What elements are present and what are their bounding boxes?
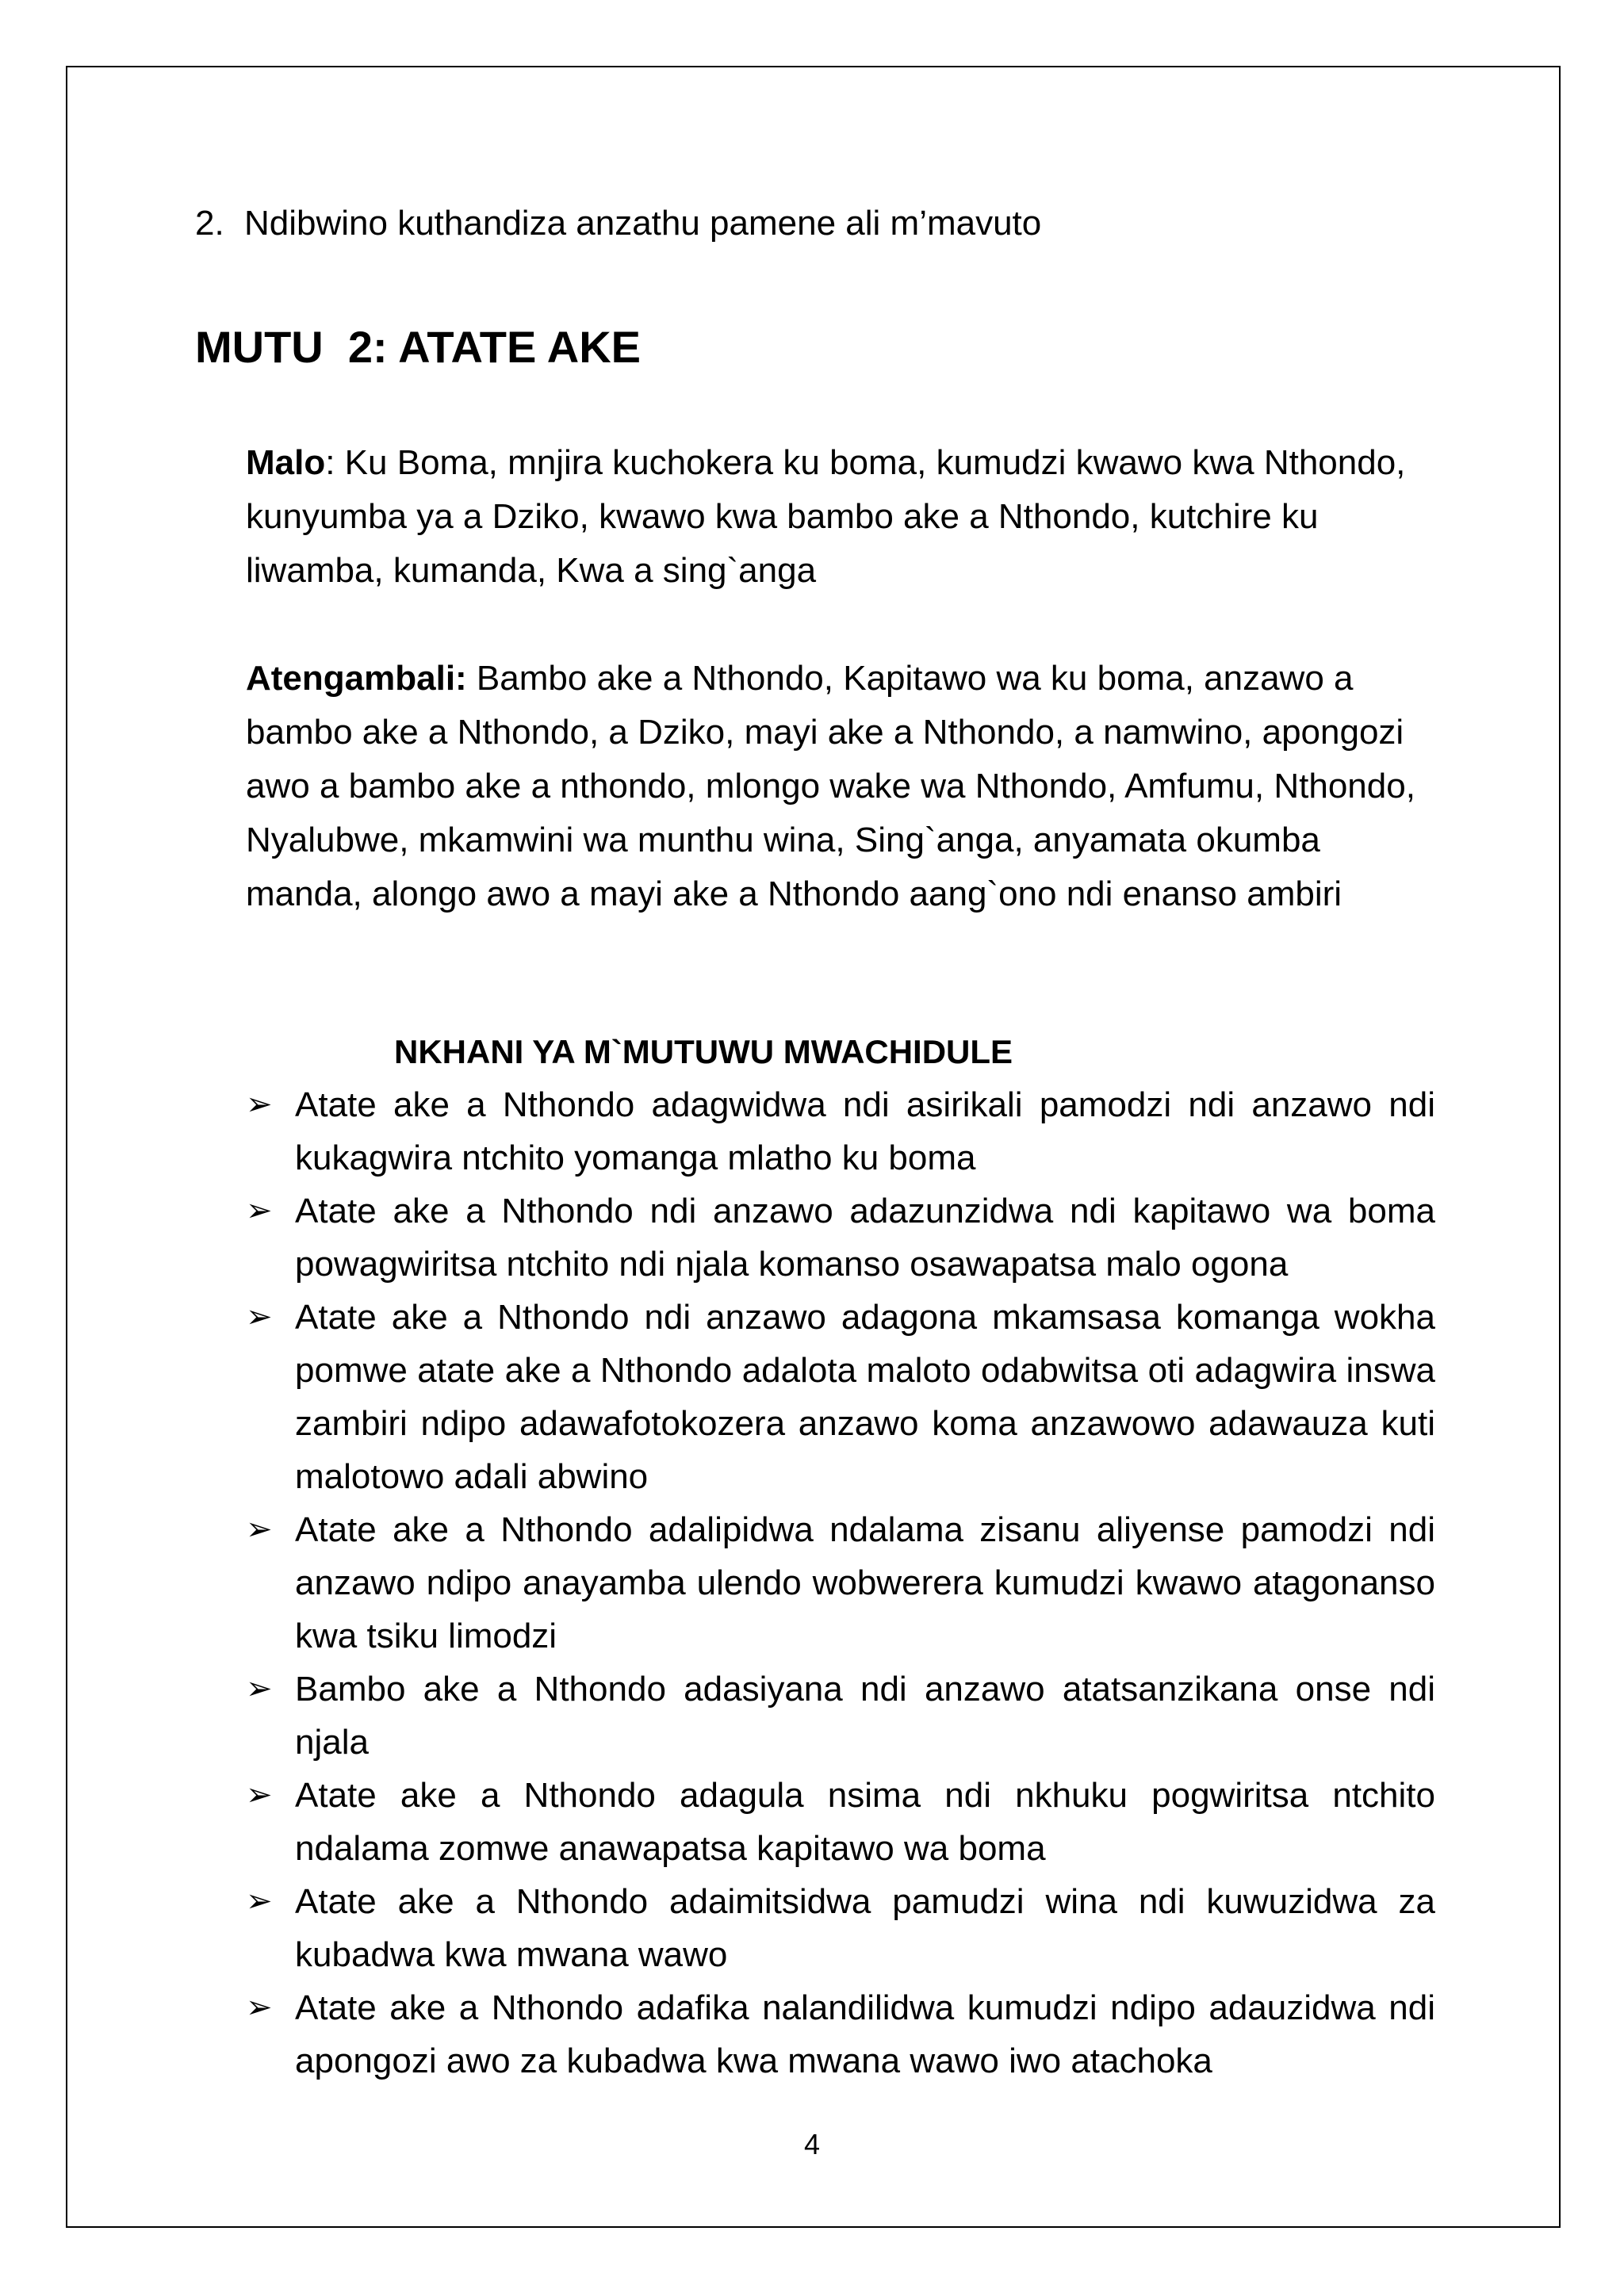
list-item bbox=[246, 1078, 1435, 1184]
list-item bbox=[246, 1769, 1435, 1875]
arrow-bullet-icon: ➢ bbox=[246, 1512, 273, 1547]
atengambali-text: Bambo ake a Nthondo, Kapitawo wa ku boma, anzawo a bambo ake a Nthondo, a Dziko, mayi ake a Nthondo, a namwino, apongozi awo a bambo ake a nthondo, mlongo wake wa Nthondo, Amfumu, Nthondo, Nyalubwe, mkamwini wa munthu wina, Sing`anga, anyamata okumba manda, alongo awo a mayi ake a Nthondo aang`ono ndi enanso ambiri bbox=[246, 659, 1415, 913]
arrow-bullet-icon: ➢ bbox=[246, 1777, 273, 1812]
list-item-text: Atate ake a Nthondo adagula nsima ndi nkhuku pogwiritsa ntchito ndalama zomwe anawapatsa kapitawo wa boma bbox=[295, 1776, 1435, 1868]
malo-label: Malo bbox=[246, 443, 326, 482]
atengambali-paragraph bbox=[246, 652, 1435, 921]
list-item bbox=[246, 1875, 1435, 1981]
summary-bullet-list bbox=[246, 1078, 1435, 2087]
arrow-bullet-icon: ➢ bbox=[246, 1671, 273, 1706]
list-item-text: Atate ake a Nthondo adafika nalandilidwa kumudzi ndipo adauzidwa ndi apongozi awo za kubadwa kwa mwana wawo iwo atachoka bbox=[295, 1988, 1435, 2080]
list-item-text: Atate ake a Nthondo adaimitsidwa pamudzi wina ndi kuwuzidwa za kubadwa kwa mwana wawo bbox=[295, 1882, 1435, 1974]
page-number: 4 bbox=[803, 2128, 821, 2160]
arrow-bullet-icon: ➢ bbox=[246, 1990, 273, 2025]
arrow-bullet-icon: ➢ bbox=[246, 1087, 273, 1122]
list-item-text: Atate ake a Nthondo adalipidwa ndalama zisanu aliyense pamodzi ndi anzawo ndipo anayamba ulendo wobwerera kumudzi kwawo atagonanso kwa tsiku limodzi bbox=[295, 1510, 1435, 1655]
section-heading: MUTU 2: ATATE AKE bbox=[195, 322, 642, 372]
atengambali-label: Atengambali: bbox=[246, 659, 467, 698]
list-item bbox=[246, 1503, 1435, 1663]
list-item-text: Atate ake a Nthondo ndi anzawo adagona mkamsasa komanga wokha pomwe atate ake a Nthondo adalota maloto odabwitsa oti adagwira inswa zambiri ndipo adawafotokozera anzawo koma anzawowo adawauza kuti malotowo adali abwino bbox=[295, 1298, 1435, 1496]
list-item-text: Bambo ake a Nthondo adasiyana ndi anzawo atatsanzikana onse ndi njala bbox=[295, 1670, 1435, 1762]
arrow-bullet-icon: ➢ bbox=[246, 1193, 273, 1228]
malo-text: : Ku Boma, mnjira kuchokera ku boma, kumudzi kwawo kwa Nthondo, kunyumba ya a Dziko, kwawo kwa bambo ake a Nthondo, kutchire ku liwamba, kumanda, Kwa a sing`anga bbox=[246, 443, 1406, 590]
list-item-text: Atate ake a Nthondo adagwidwa ndi asirikali pamodzi ndi anzawo ndi kukagwira ntchito yomanga mlatho ku boma bbox=[295, 1085, 1435, 1177]
list-number: 2. bbox=[195, 204, 224, 243]
list-item bbox=[246, 1184, 1435, 1291]
list-item bbox=[246, 1291, 1435, 1503]
malo-paragraph bbox=[246, 436, 1435, 598]
arrow-bullet-icon: ➢ bbox=[246, 1884, 273, 1919]
list-item-text: Atate ake a Nthondo ndi anzawo adazunzidwa ndi kapitawo wa boma powagwiritsa ntchito ndi njala komanso osawapatsa malo ogona bbox=[295, 1192, 1435, 1284]
list-item-text: Ndibwino kuthandiza anzathu pamene ali m’mavuto bbox=[244, 204, 1042, 243]
arrow-bullet-icon: ➢ bbox=[246, 1299, 273, 1334]
list-item bbox=[246, 1663, 1435, 1769]
list-item bbox=[246, 1981, 1435, 2087]
numbered-list-item bbox=[195, 197, 1041, 251]
summary-title: NKHANI YA M`MUTUWU MWACHIDULE bbox=[394, 1033, 1013, 1070]
